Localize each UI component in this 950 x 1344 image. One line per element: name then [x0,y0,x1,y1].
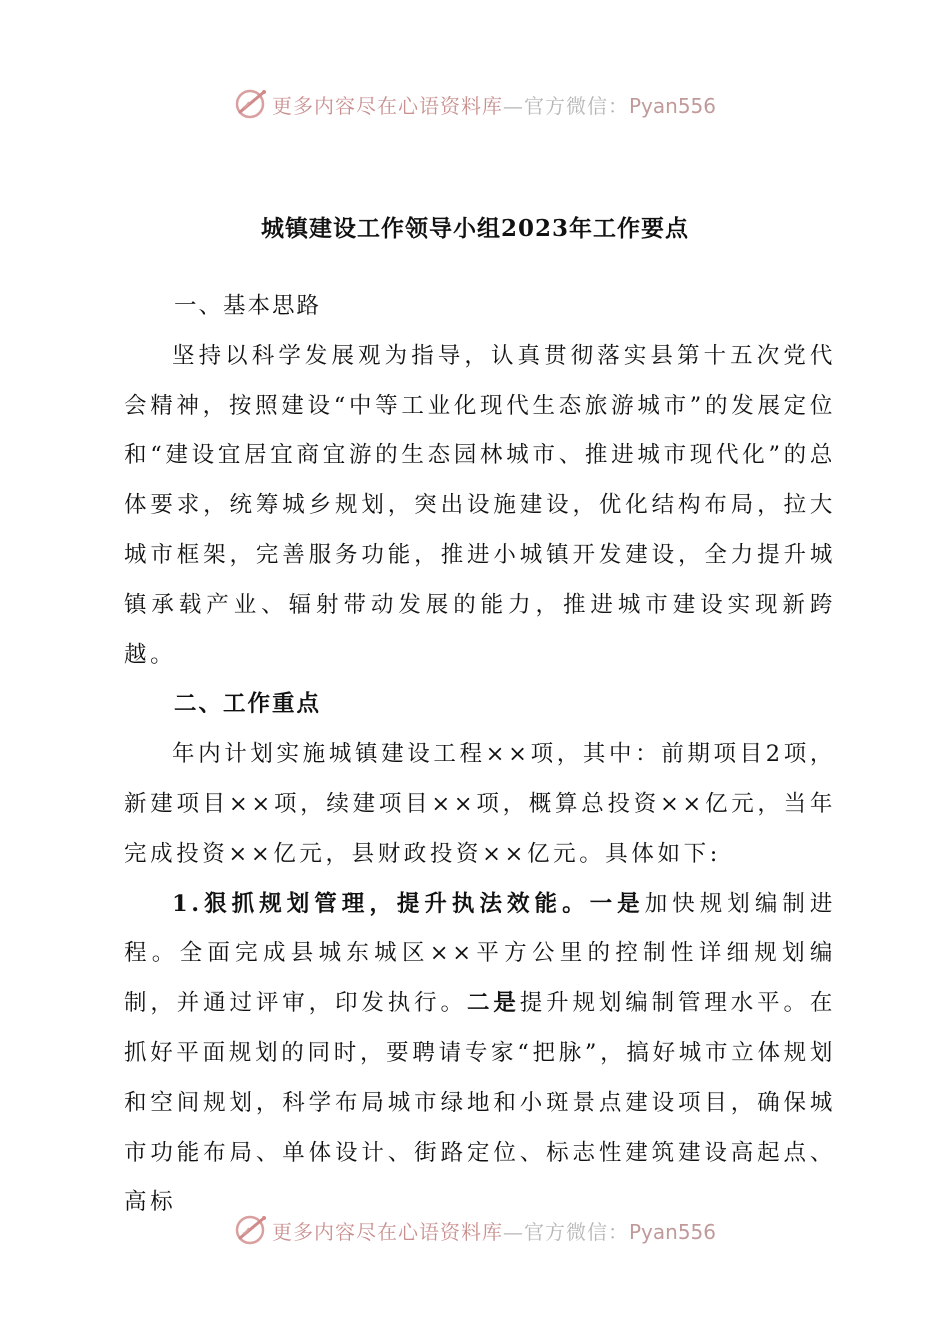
item-mark-second: 二是 [466,990,520,1017]
paragraph-key-work-overview: 年内计划实施城镇建设工程××项，其中：前期项目2项，新建项目××项，续建项目××项，概算总投资××亿元，当年完成投资××亿元，县财政投资××亿元。具体如下: [124,741,836,867]
footer-watermark-banner [0,1210,950,1250]
document-title: 城镇建设工作领导小组2023年工作要点 [260,215,689,242]
paragraph-item-planning [124,880,836,1229]
paragraph-basic-ideas: 坚持以科学发展观为指导，认真贯彻落实县第十五次党代会精神，按照建设“中等工业化现代生态旅游城市”的发展定位和“建设宜居宜商宜游的生态园林城市、推进城市现代化”的总体要求，统筹城乡规划，突出设施建设，优化结构布局，拉大城市框架，完善服务功能，推进小城镇开发建设，全力提升城镇承载产业、辐射带动发展的能力，推进城市建设实现新跨越。 [124,342,836,668]
item-mark-first: 一是 [589,890,645,917]
watermark-text: 更多内容尽在心语资料库—官方微信：Pyan556 [271,1219,716,1244]
watermark-text: 更多内容尽在心语资料库—官方微信：Pyan556 [271,93,716,118]
item-lead: 1.狠抓规划管理，提升执法效能。 [172,890,590,917]
pen-logo-icon [234,1212,270,1248]
pen-logo-icon [234,86,270,122]
item-text-second: 提升规划编制管理水平。在抓好平面规划的同时，要聘请专家“把脉”，搞好城市立体规划和空间规划，科学布局城市绿地和小斑景点建设项目，确保城市功能布局、单体设计、街路定位、标志性建筑建设高起点、高标 [124,990,836,1216]
document-body [124,282,836,1228]
item-text-first: 加快规划编制进程。全面完成县城东城区××平方公里的控制性详细规划编制，并通过评审，印发执行。 [124,890,837,1017]
section-heading-basic-ideas: 一、基本思路 [174,293,322,319]
section-heading-key-work: 二、工作重点 [174,691,322,718]
header-watermark-banner [0,84,950,124]
